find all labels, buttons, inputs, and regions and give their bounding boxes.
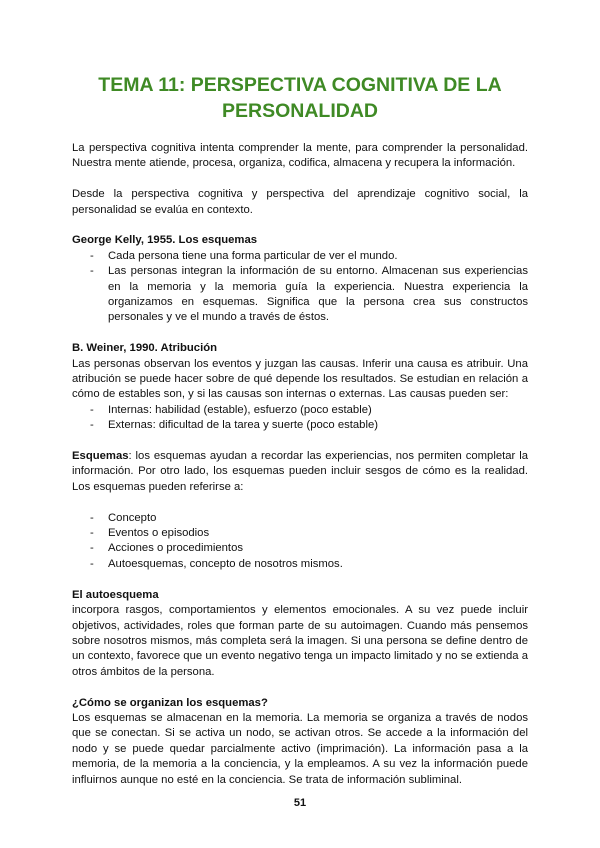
- esquemas-list: [72, 511, 528, 573]
- title-line-1: TEMA 11: PERSPECTIVA COGNITIVA DE LA: [98, 74, 502, 96]
- list-item: - Internas: habilidad (estable), esfuerzo (poco estable): [72, 403, 528, 418]
- dash-marker: -: [90, 419, 94, 432]
- weiner-list: [72, 403, 528, 434]
- organizacion-heading: ¿Cómo se organizan los esquemas?: [72, 696, 268, 709]
- kelly-list: [72, 249, 528, 326]
- intro-paragraph-2: Desde la perspectiva cognitiva y perspectiva del aprendizaje cognitivo social, la personalidad se evalúa en contexto.: [72, 188, 528, 216]
- esquemas-label: Esquemas: [72, 450, 129, 463]
- weiner-paragraph: Las personas observan los eventos y juzgan las causas. Inferir una causa es atribuir. Una atribución se puede hacer sobre de qué depende los resultados. Se estudian en relación a cómo de estables son, y si las causas son internas o externas. Las causas pueden ser:: [72, 357, 528, 401]
- dash-marker: -: [90, 511, 94, 524]
- weiner-heading: B. Weiner, 1990. Atribución: [72, 342, 218, 355]
- list-item: - Acciones o procedimientos: [72, 541, 528, 556]
- autoesquema-heading: El autoesquema: [72, 588, 159, 601]
- page-content: [72, 141, 528, 788]
- dash-marker: -: [90, 542, 94, 555]
- list-item: - Externas: dificultad de la tarea y suerte (poco estable): [72, 418, 528, 433]
- dash-marker: -: [90, 527, 94, 540]
- autoesquema-paragraph: incorpora rasgos, comportamientos y elementos emocionales. A su vez puede incluir objetivos, actividades, roles que forman parte de su autoimagen. Cuando más pensemos sobre nosotros mismos, más completa será la imagen. Si una persona se define dentro de un contexto, favorece que un evento negativo tenga un impacto limitado y no se extienda a otros ámbitos de la persona.: [72, 604, 528, 678]
- list-item: - Concepto: [72, 511, 528, 526]
- dash-marker: -: [90, 265, 94, 278]
- intro-paragraph-1: La perspectiva cognitiva intenta comprender la mente, para comprender la personalidad. Nuestra mente atiende, procesa, organiza, codifica, almacena y recupera la información.: [72, 142, 528, 170]
- page-number: 51: [293, 797, 307, 809]
- dash-marker: -: [90, 249, 94, 262]
- list-item: - Las personas integran la información de su entorno. Almacenan sus experiencias en la memoria y la memoria guía la experiencia. Nuestra experiencia la organizamos en esquemas. Significa que la persona crea sus constructos personales y ve el mundo a través de éstos.: [90, 265, 528, 324]
- dash-marker: -: [90, 403, 94, 416]
- page-title: [60, 72, 540, 124]
- list-item: - Autoesquemas, concepto de nosotros mismos.: [72, 557, 528, 572]
- esquemas-paragraph: Esquemas: los esquemas ayudan a recordar las experiencias, nos permiten completar la información. Por otro lado, los esquemas pueden incluir sesgos de cómo es la realidad. Los esquemas pueden referirse a:: [72, 450, 528, 493]
- dash-marker: -: [90, 557, 94, 570]
- kelly-heading: George Kelly, 1955. Los esquemas: [72, 234, 258, 247]
- list-item: - Eventos o episodios: [72, 526, 528, 541]
- organizacion-paragraph: Los esquemas se almacenan en la memoria. La memoria se organiza a través de nodos que se conectan. Si se activa un nodo, se activan otros. Se accede a la información del nodo y se puede quedar parcialmente activo (imprimación). La información pasa a la memoria, de la memoria a la conciencia, y la empleamos. A su vez la información puede influirnos aunque no esté en la conciencia. Se trata de información subliminal.: [72, 711, 528, 786]
- title-line-2: PERSONALIDAD: [221, 100, 378, 122]
- list-item: - Cada persona tiene una forma particular de ver el mundo.: [72, 249, 528, 264]
